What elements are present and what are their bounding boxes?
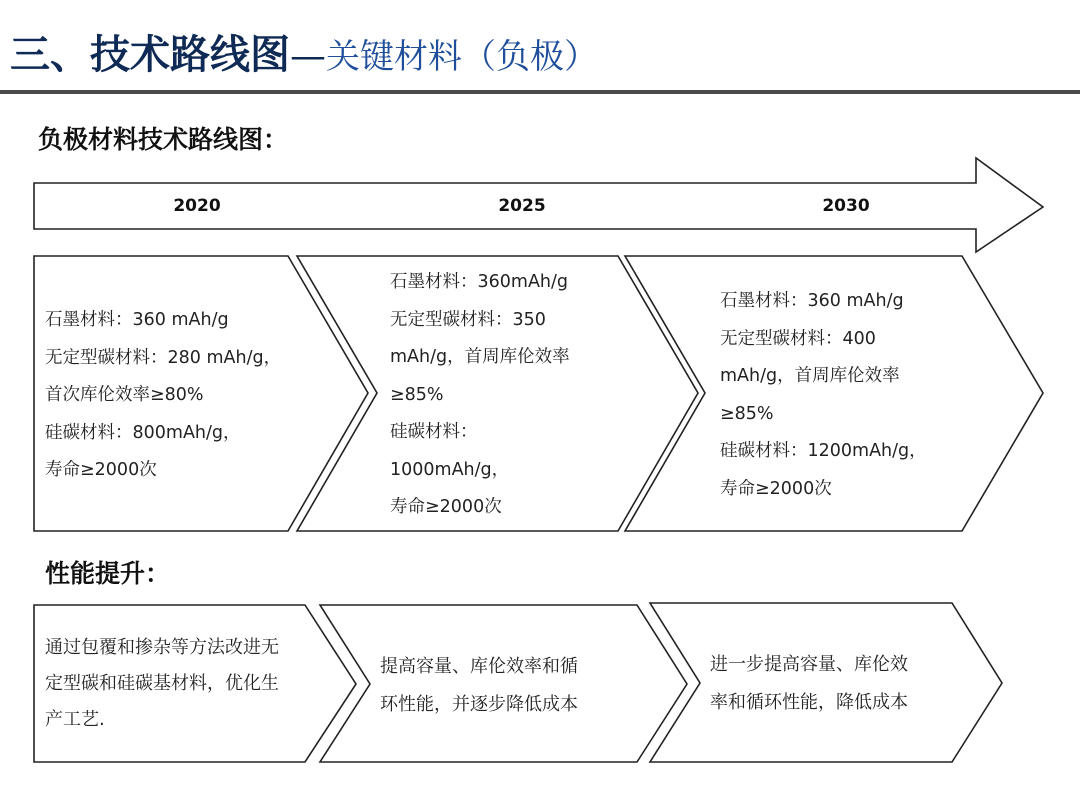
year-label-2030: 2030 — [822, 196, 870, 216]
year-label-2020: 2020 — [173, 196, 221, 216]
performance-text-line: 通过包覆和掺杂等方法改进无 — [45, 637, 279, 658]
stage-text-line: 硅碳材料：1200mAh/g， — [720, 441, 927, 461]
stage-text-line: 1000mAh/g， — [390, 459, 510, 480]
performance-text-line: 提高容量、库伦效率和循 — [380, 656, 578, 677]
stage-text-line: 硅碳材料：800mAh/g， — [45, 422, 241, 443]
stage-2030-text — [720, 283, 927, 508]
stage-text-line: 寿命≥2000次 — [45, 460, 157, 480]
performance-text-line: 环性能，并逐步降低成本 — [380, 694, 578, 715]
page-title-subtitle: 关键材料（负极） — [326, 37, 598, 77]
performance-1-text — [45, 630, 279, 738]
stage-text-line: ≥85% — [390, 384, 444, 405]
stage-2020-text — [45, 302, 281, 490]
stage-text-line: 石墨材料：360mAh/g — [390, 272, 569, 292]
page-title-main: 三、技术路线图 — [10, 32, 290, 78]
page-title-dash: — — [290, 36, 326, 77]
stage-text-line: 硅碳材料： — [390, 422, 478, 442]
stage-2025-text — [390, 264, 570, 527]
stage-text-line: mAh/g，首周库伦效率 — [720, 366, 900, 386]
performance-text-line: 产工艺. — [45, 709, 105, 730]
stage-text-line: 首次库伦效率≥80% — [45, 385, 204, 405]
stage-text-line: 寿命≥2000次 — [720, 478, 832, 499]
performance-3-text — [710, 646, 908, 722]
stage-text-line: 寿命≥2000次 — [390, 497, 502, 517]
stage-text-line: 石墨材料：360 mAh/g — [45, 310, 229, 330]
year-label-2025: 2025 — [498, 196, 546, 216]
stage-text-line: ≥85% — [720, 403, 774, 424]
performance-text-line: 定型碳和硅碳基材料，优化生 — [45, 673, 279, 694]
stage-text-line: 无定型碳材料：400 — [720, 328, 876, 349]
performance-heading: 性能提升： — [45, 559, 171, 588]
stage-text-line: 石墨材料：360 mAh/g — [720, 291, 904, 311]
stage-text-line: 无定型碳材料：350 — [390, 309, 546, 330]
stage-text-line: mAh/g，首周库伦效率 — [390, 347, 570, 367]
roadmap-heading: 负极材料技术路线图： — [38, 125, 289, 154]
performance-text-line: 进一步提高容量、库伦效 — [710, 654, 908, 675]
performance-text-line: 率和循环性能，降低成本 — [710, 692, 908, 713]
performance-2-text — [380, 648, 578, 724]
stage-text-line: 无定型碳材料：280 mAh/g， — [45, 347, 282, 368]
